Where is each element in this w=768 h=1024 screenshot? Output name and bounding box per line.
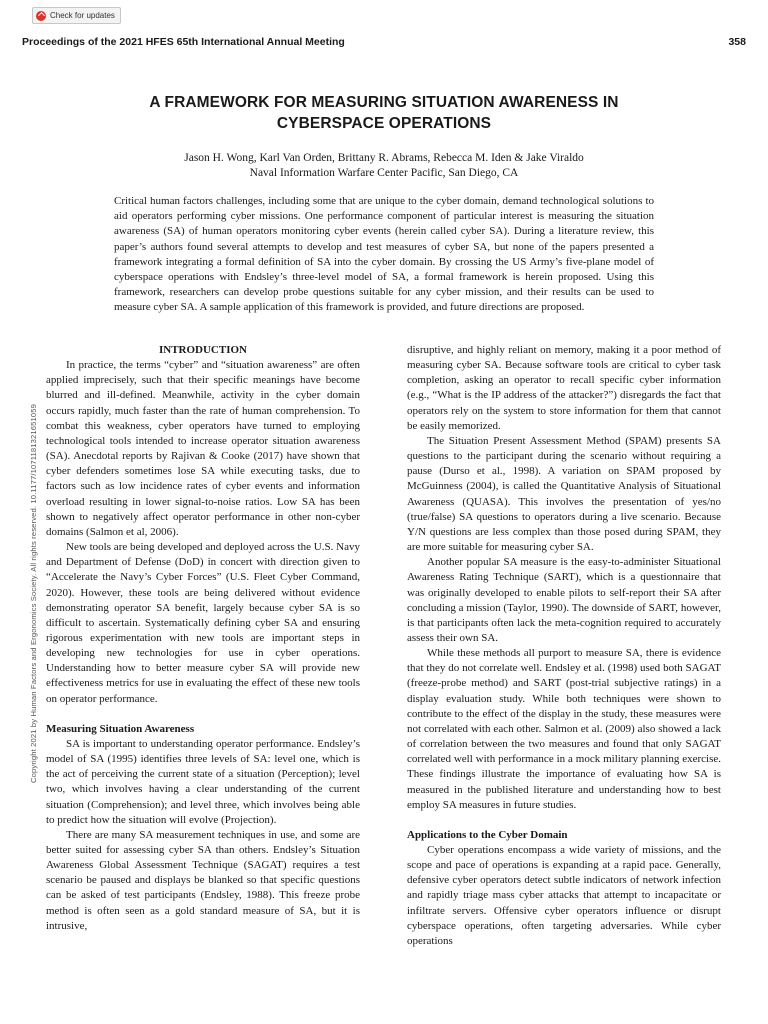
abstract: Critical human factors challenges, including some that are unique to the cyber domain, demand technological solutions to aid operators performing cyber missions. One performance component of particular interest is measuring the situation awareness (SA) of human operators monitoring cyber events (herein called cyber SA). During a literature review, this paper’s authors found several attempts to develop and test measures of cyber SA, but none of the papers presented a framework integrating a formal definition of SA into the cyber domain. By crossing the US Army’s five-plane model of cyberspace operations with Endsley’s three-level model of SA, a formal framework is herein proposed. Using this framework, researchers can develop probe questions suitable for any cyber mission, and their results can be used to measure cyber SA. A sample application of this framework is provided, and future directions are proposed. bbox=[114, 195, 654, 314]
title-line-1: A FRAMEWORK FOR MEASURING SITUATION AWARENESS IN bbox=[149, 94, 619, 111]
running-header bbox=[22, 36, 746, 50]
paragraph: New tools are being developed and deployed across the U.S. Navy and Department of Defense (DoD) in concert with direction given to “Accelerate the Navy’s Cyber Forces” (U.S. Fleet Cyber Command, 2020). However, these tools are being delivered without evidence demonstrating operator SA benefit, largely because cyber SA is so difficult to ascertain. Systematically defining cyber SA and ensuring rigorous experimentation with new tools are important steps in developing new technologies for use in cyber operations. Understanding how to better measure cyber SA will provide new effectiveness metrics for use in evaluating the effect of these new tools on operator performance. bbox=[46, 541, 360, 705]
title-line-2: CYBERSPACE OPERATIONS bbox=[276, 115, 492, 132]
affiliation: Naval Information Warfare Center Pacific, San Diego, CA bbox=[249, 167, 519, 179]
author-block bbox=[90, 151, 678, 181]
journal-name: Proceedings of the 2021 HFES 65th International Annual Meeting bbox=[22, 36, 345, 48]
check-updates-icon bbox=[36, 11, 46, 21]
subsection-heading-measuring-sa: Measuring Situation Awareness bbox=[46, 722, 195, 735]
paragraph: In practice, the terms “cyber” and “situation awareness” are often applied imprecisely, such that their specific meanings have become blurred and ill-defined. Meanwhile, activity in the cyber domain occurs rapidly, much faster than the rate of human comprehension. To combat this weakness, cyber operators have turned to employing technological tools intended to increase operator situation awareness (SA). Anecdotal reports by Rajivan & Cooke (2017) have shown that cyber defenders sometimes lose SA while executing tasks, due to factors such as low incidence rates of cyber events and information overload resulting in lower signal-to-noise ratios. Low SA has been shown to negatively affect operator performance in other non-cyber domains (Salmon et al, 2006). bbox=[46, 359, 360, 538]
paragraph: disruptive, and highly reliant on memory, making it a poor method of measuring cyber SA. Because software tools are critical to cyber task completion, asking an operator to recall specific cyber information (e.g., “What is the IP address of the attacker?”) disregards the fact that operators rely on the system to store information for them that cannot be easily memorized. bbox=[407, 344, 721, 432]
left-column bbox=[46, 343, 360, 934]
authors: Jason H. Wong, Karl Van Orden, Brittany R. Abrams, Rebecca M. Iden & Jake Viraldo bbox=[184, 152, 584, 164]
paragraph: While these methods all purport to measure SA, there is evidence that they do not correlate well. Endsley et al. (1998) used both SAGAT (freeze-probe method) and SART (post-trial subjective ratings) in a display evaluation study. While both techniques were shown to contribute to the effect of the display in the study, these measures were not correlated with each other. Salmon et al. (2009) also showed a lack of correlation between the two measures and found that only SAGAT correlated well with performance in a mock military planning exercise. These findings illustrate the importance of evaluating how SA is measured in the published literature and understanding how to best employ SA measures in future studies. bbox=[407, 647, 721, 811]
paragraph: The Situation Present Assessment Method (SPAM) presents SA questions to the participant during the scenario without requiring a pause (Durso et al., 1998). A variation on SPAM proposed by McGuinness (2004), is called the Quantitative Analysis of Situational Awareness (QUASA). This involves the presentation of yes/no (true/false) SA questions to operators during a live scenario. Because Y/N questions are less complex than those posed during SPAM, they are more suitable for measuring cyber SA. bbox=[407, 434, 721, 554]
right-column bbox=[407, 343, 721, 949]
paragraph: Another popular SA measure is the easy-to-administer Situational Awareness Rating Technique (SART), which is a questionnaire that was originally developed to enable pilots to self-report their SA after concluding a mission (Taylor, 1990). The downside of SART, however, is that participants often lack the meta-cognition required to accurately assess their own SA. bbox=[407, 556, 721, 644]
paper-title bbox=[90, 92, 678, 134]
subsection-heading-cyber-domain: Applications to the Cyber Domain bbox=[407, 828, 568, 841]
check-for-updates-label: Check for updates bbox=[50, 11, 115, 20]
paragraph: SA is important to understanding operator performance. Endsley’s model of SA (1995) identifies three levels of SA: level one, which is the act of perceiving the current state of a situation (Perception); level two, which involves having a clear understanding of the current situation (Comprehension); and level three, which involves being able to predict how the situation will evolve (Projection). bbox=[46, 737, 360, 826]
page-number: 358 bbox=[728, 36, 746, 48]
paragraph: Cyber operations encompass a wide variety of missions, and the scope and pace of operations is expanding at a rapid pace. Generally, defensive cyber operators detect subtle indicators of network infection and rapidly triage mass cyber attacks that attempt to incapacitate or infiltrate servers. Offensive cyber operators influence or disrupt cyberspace operations, often targeting adversaries. While cyber operations bbox=[407, 844, 721, 947]
section-heading-introduction: INTRODUCTION bbox=[158, 344, 247, 356]
check-for-updates-button[interactable] bbox=[32, 7, 121, 24]
paragraph: There are many SA measurement techniques in use, and some are better suited for assessing cyber SA than others. Endsley’s Situation Awareness Global Assessment Technique (SAGAT) requires a test scenario be paused and displays be blanked so that specific questions can be asked of test participants (Endsley, 1988). This freeze probe method is often seen as a gold standard measure of SA, but it is intrusive, bbox=[46, 828, 360, 932]
copyright-text: Copyright 2021 by Human Factors and Ergonomics Society. All rights reserved. 10.1177/1071181321651059 bbox=[29, 403, 38, 783]
